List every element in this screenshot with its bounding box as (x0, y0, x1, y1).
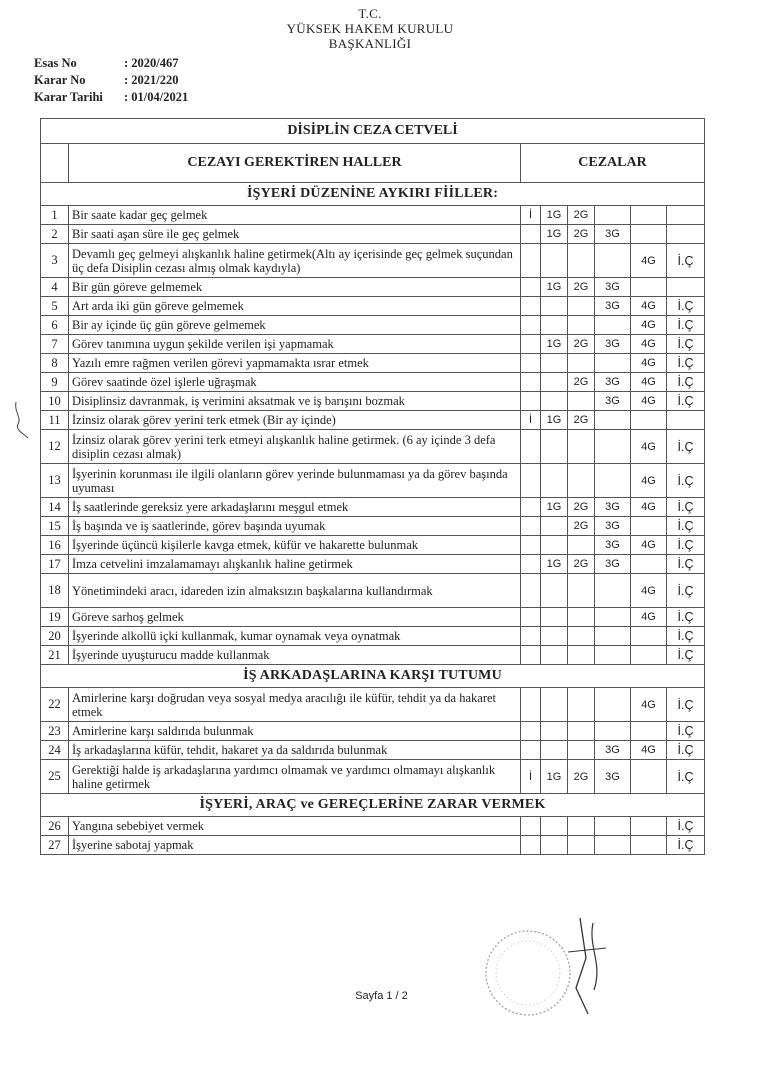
penalty-cell: İ.Ç (667, 392, 705, 411)
penalty-cell: İ (521, 760, 541, 794)
penalty-cell (595, 817, 631, 836)
penalty-cell: 1G (541, 555, 568, 574)
penalty-cell (541, 297, 568, 316)
penalty-cell: 3G (595, 498, 631, 517)
meta-value: : 01/04/2021 (124, 90, 189, 104)
row-number: 6 (41, 316, 69, 335)
penalty-cell: 1G (541, 411, 568, 430)
penalty-cell (568, 430, 595, 464)
penalty-cell (568, 574, 595, 608)
penalty-cell: 4G (631, 608, 667, 627)
penalty-cell: İ.Ç (667, 722, 705, 741)
penalty-cell: 4G (631, 335, 667, 354)
meta-label: Karar Tarihi (34, 90, 103, 104)
meta-row-esas (34, 55, 188, 72)
table-row (41, 392, 705, 411)
row-description: İzinsiz olarak görev yerini terk etmeyi alışkanlık haline getirmek. (6 ay içinde 3 defa disiplin cezası almak) (69, 430, 521, 464)
penalty-cell: 2G (568, 278, 595, 297)
penalty-cell: 4G (631, 316, 667, 335)
penalty-cell (595, 646, 631, 665)
penalty-cell (541, 464, 568, 498)
penalty-cell (595, 206, 631, 225)
penalty-cell: İ.Ç (667, 498, 705, 517)
penalty-cell (631, 760, 667, 794)
penalty-cell (568, 392, 595, 411)
penalty-cell: 3G (595, 335, 631, 354)
penalty-cell: 3G (595, 517, 631, 536)
penalty-table (40, 118, 705, 855)
penalty-cell (541, 430, 568, 464)
penalty-cell (541, 646, 568, 665)
penalty-cell: İ.Ç (667, 817, 705, 836)
document-header (270, 6, 470, 51)
penalty-cell: 2G (568, 555, 595, 574)
penalty-cell (521, 646, 541, 665)
row-number: 9 (41, 373, 69, 392)
penalty-cell: 3G (595, 297, 631, 316)
table-title-row (41, 119, 705, 144)
row-description: İzinsiz olarak görev yerini terk etmek (Bir ay içinde) (69, 411, 521, 430)
penalty-cell (541, 574, 568, 608)
table-row (41, 335, 705, 354)
row-number: 11 (41, 411, 69, 430)
section-header: İŞYERİ DÜZENİNE AYKIRI FİİLLER: (41, 183, 705, 206)
penalty-cell (631, 646, 667, 665)
penalty-cell: 1G (541, 760, 568, 794)
penalty-cell (521, 430, 541, 464)
penalty-cell: 2G (568, 335, 595, 354)
row-number: 23 (41, 722, 69, 741)
page-number: Sayfa 1 / 2 (355, 990, 408, 1002)
meta-label: Karar No (34, 73, 86, 87)
official-stamp-and-signature (468, 918, 618, 1028)
penalty-cell (667, 225, 705, 244)
penalty-cell (541, 373, 568, 392)
row-description: Art arda iki gün göreve gelmemek (69, 297, 521, 316)
penalty-cell: İ.Ç (667, 836, 705, 855)
penalty-cell (568, 354, 595, 373)
penalty-cell: İ.Ç (667, 517, 705, 536)
penalty-cell: İ.Ç (667, 741, 705, 760)
penalty-cell: 3G (595, 278, 631, 297)
penalty-cell: 4G (631, 574, 667, 608)
section-header: İŞYERİ, ARAÇ ve GEREÇLERİNE ZARAR VERMEK (41, 794, 705, 817)
penalty-cell (568, 627, 595, 646)
penalty-cell (541, 536, 568, 555)
header-blank-cell (41, 144, 69, 183)
row-number: 24 (41, 741, 69, 760)
row-description: Göreve sarhoş gelmek (69, 608, 521, 627)
table-header-row (41, 144, 705, 183)
table-row (41, 297, 705, 316)
row-number: 16 (41, 536, 69, 555)
case-metadata (34, 55, 188, 106)
penalty-cell (631, 627, 667, 646)
col-penalties-header: CEZALAR (521, 144, 705, 183)
penalty-cell (521, 741, 541, 760)
penalty-cell (667, 206, 705, 225)
penalty-cell (521, 517, 541, 536)
penalty-cell (521, 555, 541, 574)
penalty-cell: 4G (631, 741, 667, 760)
penalty-cell (631, 225, 667, 244)
row-number: 2 (41, 225, 69, 244)
penalty-cell: 4G (631, 244, 667, 278)
penalty-cell (521, 836, 541, 855)
row-number: 13 (41, 464, 69, 498)
penalty-cell (521, 574, 541, 608)
row-number: 14 (41, 498, 69, 517)
table-row (41, 206, 705, 225)
row-description: Yönetimindeki aracı, idareden izin almaksızın başkalarına kullandırmak (69, 574, 521, 608)
row-description: İşyerinde üçüncü kişilerle kavga etmek, küfür ve hakarette bulunmak (69, 536, 521, 555)
row-description: İş arkadaşlarına küfür, tehdit, hakaret ya da saldırıda bulunmak (69, 741, 521, 760)
table-row (41, 430, 705, 464)
penalty-cell: İ.Ç (667, 608, 705, 627)
penalty-cell (595, 464, 631, 498)
row-number: 8 (41, 354, 69, 373)
table-row (41, 316, 705, 335)
penalty-cell: 2G (568, 498, 595, 517)
penalty-cell: 1G (541, 278, 568, 297)
row-description: Disiplinsiz davranmak, iş verimini aksatmak ve iş barışını bozmak (69, 392, 521, 411)
table-row (41, 555, 705, 574)
row-number: 15 (41, 517, 69, 536)
penalty-table-container (40, 118, 704, 855)
row-description: İşyerine sabotaj yapmak (69, 836, 521, 855)
penalty-cell (568, 297, 595, 316)
section-header: İŞ ARKADAŞLARINA KARŞI TUTUMU (41, 665, 705, 688)
penalty-cell: 4G (631, 430, 667, 464)
penalty-cell: 1G (541, 225, 568, 244)
row-number: 22 (41, 688, 69, 722)
penalty-cell: İ.Ç (667, 688, 705, 722)
row-number: 10 (41, 392, 69, 411)
penalty-cell (595, 430, 631, 464)
penalty-cell (541, 392, 568, 411)
penalty-cell: 3G (595, 555, 631, 574)
penalty-cell: 4G (631, 354, 667, 373)
penalty-cell: İ.Ç (667, 536, 705, 555)
row-number: 20 (41, 627, 69, 646)
meta-label: Esas No (34, 56, 77, 70)
table-row (41, 498, 705, 517)
penalty-cell: İ (521, 206, 541, 225)
penalty-cell (541, 608, 568, 627)
penalty-cell: 4G (631, 373, 667, 392)
table-row (41, 464, 705, 498)
penalty-cell (667, 411, 705, 430)
penalty-cell (521, 392, 541, 411)
row-description: İşyerinin korunması ile ilgili olanların görev yerinde bulunmaması ya da görev başında uyuması (69, 464, 521, 498)
penalty-cell: 2G (568, 225, 595, 244)
penalty-cell (541, 627, 568, 646)
col-cases-header: CEZAYI GEREKTİREN HALLER (69, 144, 521, 183)
row-number: 3 (41, 244, 69, 278)
penalty-cell (521, 817, 541, 836)
penalty-cell (631, 411, 667, 430)
penalty-cell (521, 688, 541, 722)
row-description: Amirlerine karşı doğrudan veya sosyal medya aracılığı ile küfür, tehdit ya da hakaret etmek (69, 688, 521, 722)
penalty-cell (595, 688, 631, 722)
meta-row-tarih (34, 89, 188, 106)
penalty-cell (631, 206, 667, 225)
penalty-cell: 3G (595, 373, 631, 392)
section-header-row (41, 183, 705, 206)
penalty-cell (568, 316, 595, 335)
penalty-cell (521, 335, 541, 354)
penalty-cell (521, 498, 541, 517)
penalty-cell (568, 464, 595, 498)
penalty-cell (541, 688, 568, 722)
row-number: 5 (41, 297, 69, 316)
penalty-cell: İ.Ç (667, 760, 705, 794)
table-row (41, 244, 705, 278)
penalty-cell (541, 836, 568, 855)
penalty-cell (541, 741, 568, 760)
penalty-cell (568, 688, 595, 722)
row-number: 21 (41, 646, 69, 665)
row-number: 19 (41, 608, 69, 627)
penalty-cell (631, 836, 667, 855)
table-row (41, 646, 705, 665)
penalty-cell: İ.Ç (667, 297, 705, 316)
penalty-cell: 2G (568, 373, 595, 392)
penalty-cell: 4G (631, 297, 667, 316)
penalty-cell (595, 722, 631, 741)
table-row (41, 627, 705, 646)
table-row (41, 817, 705, 836)
row-description: Amirlerine karşı saldırıda bulunmak (69, 722, 521, 741)
penalty-cell (521, 297, 541, 316)
penalty-cell (631, 817, 667, 836)
penalty-cell (595, 627, 631, 646)
table-row (41, 741, 705, 760)
row-number: 12 (41, 430, 69, 464)
penalty-cell: 4G (631, 464, 667, 498)
penalty-cell: 3G (595, 760, 631, 794)
row-number: 26 (41, 817, 69, 836)
penalty-cell: 1G (541, 335, 568, 354)
row-number: 18 (41, 574, 69, 608)
penalty-cell: 4G (631, 688, 667, 722)
section-header-row (41, 794, 705, 817)
penalty-cell: İ.Ç (667, 430, 705, 464)
margin-pen-mark (10, 400, 32, 440)
penalty-cell: İ.Ç (667, 335, 705, 354)
table-row (41, 836, 705, 855)
penalty-cell (541, 316, 568, 335)
row-description: İmza cetvelini imzalamamayı alışkanlık haline getirmek (69, 555, 521, 574)
penalty-cell (541, 517, 568, 536)
penalty-cell: İ.Ç (667, 373, 705, 392)
penalty-cell: 3G (595, 741, 631, 760)
penalty-cell (568, 741, 595, 760)
penalty-cell: İ.Ç (667, 555, 705, 574)
penalty-cell (595, 316, 631, 335)
row-description: Bir saati aşan süre ile geç gelmek (69, 225, 521, 244)
row-description: Bir saate kadar geç gelmek (69, 206, 521, 225)
row-number: 7 (41, 335, 69, 354)
row-description: Bir ay içinde üç gün göreve gelmemek (69, 316, 521, 335)
table-row (41, 517, 705, 536)
penalty-cell (595, 836, 631, 855)
row-description: İş başında ve iş saatlerinde, görev başında uyumak (69, 517, 521, 536)
penalty-cell (568, 836, 595, 855)
penalty-cell: İ (521, 411, 541, 430)
table-row (41, 688, 705, 722)
penalty-cell (595, 574, 631, 608)
row-description: Devamlı geç gelmeyi alışkanlık haline getirmek(Altı ay içerisinde geç gelmek suçundan üç defa Disiplin cezası almış olmak kaydıyla) (69, 244, 521, 278)
meta-row-karar (34, 72, 188, 89)
penalty-cell (541, 244, 568, 278)
row-description: Gerektiği halde iş arkadaşlarına yardımcı olmamak ve yardımcı olmamayı alışkanlık haline getirmek (69, 760, 521, 794)
penalty-cell (521, 278, 541, 297)
penalty-cell: 3G (595, 392, 631, 411)
table-row (41, 608, 705, 627)
penalty-cell (521, 373, 541, 392)
table-row (41, 373, 705, 392)
penalty-cell (521, 722, 541, 741)
header-line-office: BAŞKANLIĞI (328, 36, 412, 51)
penalty-cell (595, 608, 631, 627)
row-description: Yangına sebebiyet vermek (69, 817, 521, 836)
penalty-cell: İ.Ç (667, 244, 705, 278)
penalty-cell (568, 608, 595, 627)
table-row (41, 536, 705, 555)
row-number: 4 (41, 278, 69, 297)
table-row (41, 278, 705, 297)
penalty-cell: 1G (541, 206, 568, 225)
penalty-cell (521, 225, 541, 244)
penalty-cell: 3G (595, 225, 631, 244)
penalty-cell: İ.Ç (667, 354, 705, 373)
penalty-cell: İ.Ç (667, 316, 705, 335)
penalty-cell: İ.Ç (667, 574, 705, 608)
row-description: Bir gün göreve gelmemek (69, 278, 521, 297)
penalty-cell (521, 536, 541, 555)
penalty-cell (541, 722, 568, 741)
penalty-cell (595, 411, 631, 430)
header-line-institution: YÜKSEK HAKEM KURULU (286, 21, 454, 36)
row-number: 1 (41, 206, 69, 225)
penalty-cell: İ.Ç (667, 464, 705, 498)
penalty-cell (541, 354, 568, 373)
penalty-cell (568, 646, 595, 665)
penalty-cell: 4G (631, 536, 667, 555)
penalty-cell (631, 722, 667, 741)
penalty-cell (568, 244, 595, 278)
penalty-cell (541, 817, 568, 836)
penalty-cell: 2G (568, 517, 595, 536)
table-row (41, 760, 705, 794)
table-row (41, 411, 705, 430)
table-row (41, 574, 705, 608)
row-description: İşyerinde uyuşturucu madde kullanmak (69, 646, 521, 665)
penalty-cell (521, 608, 541, 627)
row-description: İşyerinde alkollü içki kullanmak, kumar oynamak veya oynatmak (69, 627, 521, 646)
row-number: 17 (41, 555, 69, 574)
penalty-cell (631, 555, 667, 574)
table-title: DİSİPLİN CEZA CETVELİ (41, 119, 705, 144)
penalty-cell: 2G (568, 760, 595, 794)
row-number: 25 (41, 760, 69, 794)
row-description: Yazılı emre rağmen verilen görevi yapmamakta ısrar etmek (69, 354, 521, 373)
row-description: İş saatlerinde gereksiz yere arkadaşlarını meşgul etmek (69, 498, 521, 517)
penalty-cell: 2G (568, 206, 595, 225)
row-description: Görev saatinde özel işlerle uğraşmak (69, 373, 521, 392)
table-row (41, 354, 705, 373)
penalty-cell: İ.Ç (667, 646, 705, 665)
penalty-cell: 4G (631, 392, 667, 411)
section-header-row (41, 665, 705, 688)
penalty-cell (595, 244, 631, 278)
penalty-cell (568, 817, 595, 836)
penalty-cell (521, 244, 541, 278)
penalty-cell: İ.Ç (667, 627, 705, 646)
penalty-cell (631, 517, 667, 536)
header-line-tc: T.C. (358, 6, 382, 21)
penalty-cell (521, 464, 541, 498)
penalty-cell (521, 316, 541, 335)
row-description: Görev tanımına uygun şekilde verilen işi yapmamak (69, 335, 521, 354)
penalty-cell (631, 278, 667, 297)
penalty-cell (521, 627, 541, 646)
row-number: 27 (41, 836, 69, 855)
penalty-cell (521, 354, 541, 373)
table-row (41, 722, 705, 741)
penalty-cell (568, 536, 595, 555)
penalty-cell: 1G (541, 498, 568, 517)
meta-value: : 2020/467 (124, 56, 179, 70)
penalty-cell: 4G (631, 498, 667, 517)
penalty-cell: 2G (568, 411, 595, 430)
penalty-cell: 3G (595, 536, 631, 555)
penalty-cell (667, 278, 705, 297)
penalty-cell (568, 722, 595, 741)
table-row (41, 225, 705, 244)
penalty-cell (595, 354, 631, 373)
meta-value: : 2021/220 (124, 73, 179, 87)
